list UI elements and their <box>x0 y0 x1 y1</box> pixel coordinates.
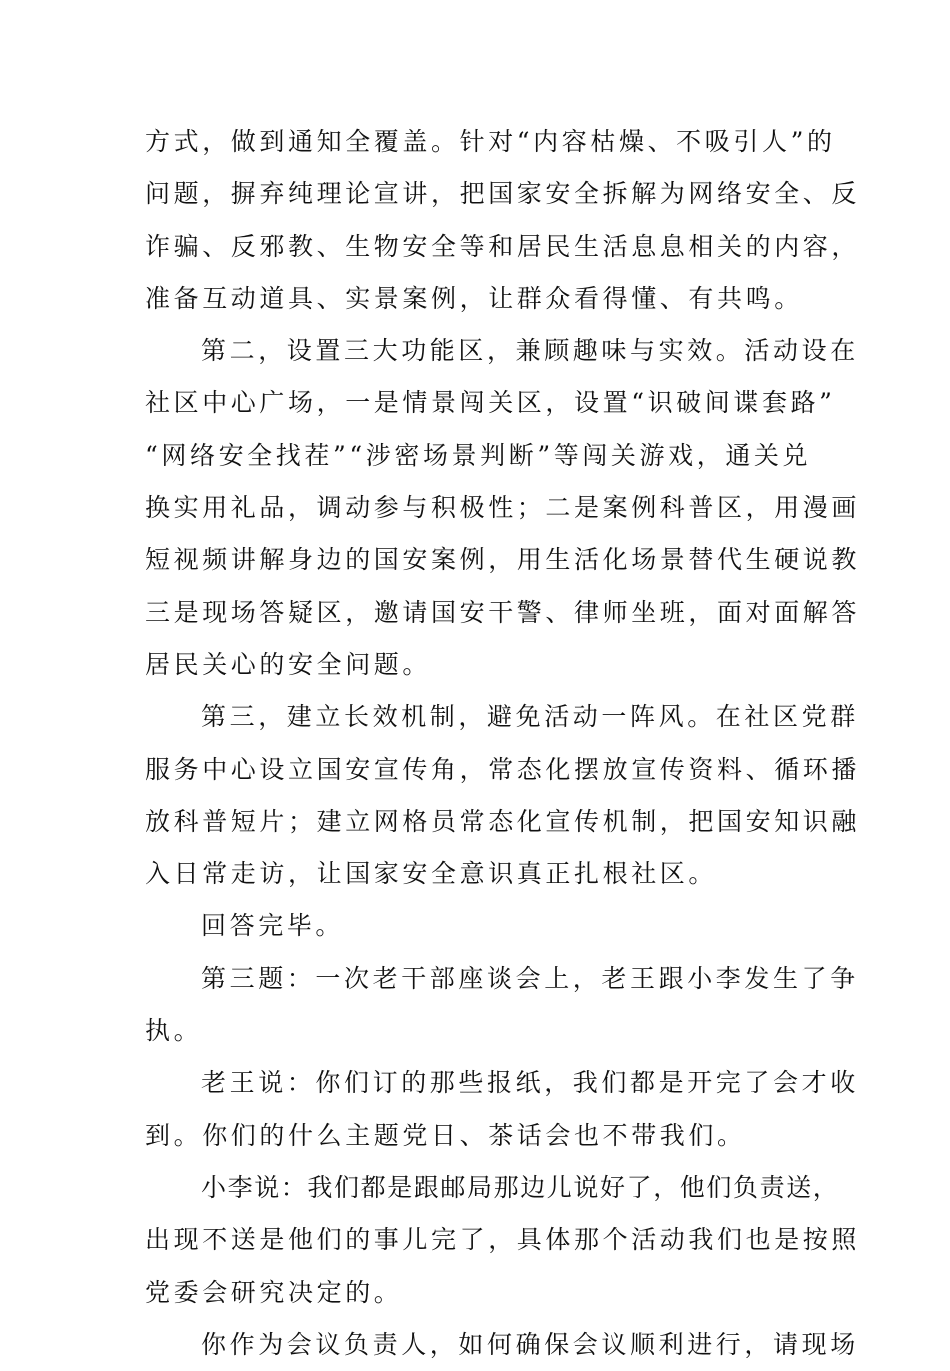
text-line: 党委会研究决定的。 <box>145 1277 403 1307</box>
text-line: 换实用礼品，调动参与积极性；二是案例科普区，用漫画 <box>145 493 861 523</box>
text-line: 入日常走访，让国家安全意识真正扎根社区。 <box>145 859 718 889</box>
paragraph-start-line: 小李说：我们都是跟邮局那边儿说好了，他们负责送， <box>201 1172 840 1202</box>
text-line: 社区中心广场，一是情景闯关区，设置“识破间谍套路” <box>145 388 836 418</box>
text-line: 方式，做到通知全覆盖。针对“内容枯燥、不吸引人”的 <box>145 127 836 156</box>
text-line: 服务中心设立国安宣传角，常态化摆放宣传资料、循环播 <box>145 754 861 784</box>
text-line: 执。 <box>145 1016 203 1046</box>
text-line: 问题，摒弃纯理论宣讲，把国家安全拆解为网络安全、反 <box>145 179 861 209</box>
text-line: 诈骗、反邪教、生物安全等和居民生活息息相关的内容， <box>145 231 861 261</box>
document-body <box>145 116 861 1371</box>
paragraph-start-line: 回答完毕。 <box>201 911 345 941</box>
paragraph-start-line: 第三，建立长效机制，避免活动一阵风。在社区党群 <box>201 702 859 732</box>
text-line: 放科普短片；建立网格员常态化宣传机制，把国安知识融 <box>145 806 861 836</box>
text-line: 准备互动道具、实景案例，让群众看得懂、有共鸣。 <box>145 283 803 313</box>
text-line: 到。你们的什么主题党日、茶话会也不带我们。 <box>145 1120 746 1150</box>
paragraph-start-line: 老王说：你们订的那些报纸，我们都是开完了会才收 <box>201 1068 859 1098</box>
paragraph-start-line: 第二，设置三大功能区，兼顾趣味与实效。活动设在 <box>201 336 859 366</box>
text-line: 居民关心的安全问题。 <box>145 649 432 679</box>
text-line: “网络安全找茬”“涉密场景判断”等闯关游戏，通关兑 <box>145 440 812 470</box>
paragraph-start-line: 你作为会议负责人，如何确保会议顺利进行，请现场 <box>201 1329 859 1359</box>
text-line: 出现不送是他们的事儿完了，具体那个活动我们也是按照 <box>145 1225 861 1255</box>
text-line: 短视频讲解身边的国安案例，用生活化场景替代生硬说教 <box>145 545 861 575</box>
paragraph-start-line: 第三题：一次老干部座谈会上，老王跟小李发生了争 <box>201 963 859 993</box>
text-line: 三是现场答疑区，邀请国安干警、律师坐班，面对面解答 <box>145 597 861 627</box>
